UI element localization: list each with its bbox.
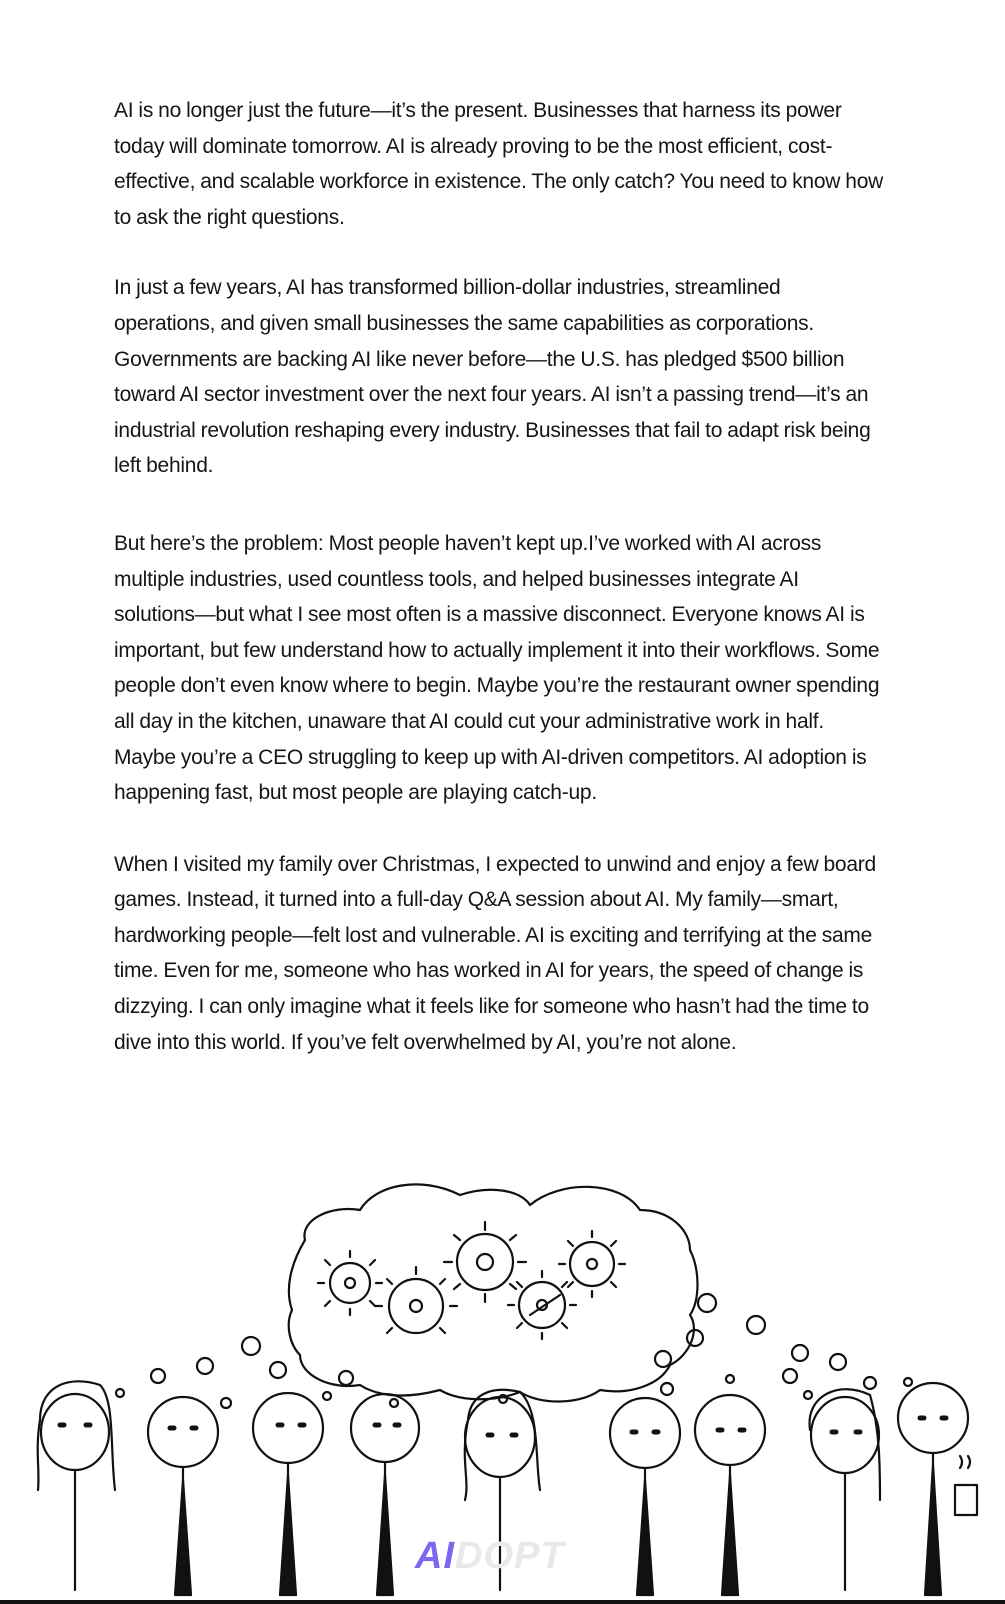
watermark	[415, 1537, 565, 1575]
gear-icon	[318, 1251, 382, 1315]
watermark-part-b: DOPT	[455, 1535, 565, 1577]
paragraph-family: When I visited my family over Christmas, I expected to unwind and enjoy a few board games. Instead, it turned into a full-day Q&A session about AI. My family—smart, hardworking people—felt lost and vulnerable. AI is exciting and terrifying at the same time. Even for me, someone who has worked in AI for years, the speed of change is dizzying. I can only imagine what it feels like for someone who hasn’t had the time to dive into this world. If you’ve felt overwhelmed by AI, you’re not alone.	[114, 852, 876, 1054]
gear-icon	[508, 1271, 576, 1339]
paragraph-intro: AI is no longer just the future—it’s the present. Businesses that harness its power today will dominate tomorrow. AI is already proving to be the most efficient, cost-effective, and scalable workforce in existence. The only catch? You need to know how to ask the right questions.	[114, 99, 884, 229]
paragraph-problem: But here’s the problem: Most people haven’t kept up.I’ve worked with AI across multiple industries, used countless tools, and helped businesses integrate AI solutions—but what I see most often is a massive disconnect. Everyone knows AI is important, but few understand how to actually implement it into their workflows. Some people don’t even know where to begin. Maybe you’re the restaurant owner spending all day in the kitchen, unaware that AI could cut your administrative work in half. Maybe you’re a CEO struggling to keep up with AI-driven competitors. AI adoption is happening fast, but most people are playing catch-up.	[114, 531, 880, 805]
gear-icon	[559, 1231, 625, 1297]
coffee-mug-icon	[955, 1456, 977, 1515]
paragraph-industry: In just a few years, AI has transformed billion-dollar industries, streamlined operations, and given small businesses the same capabilities as corporations. Governments are backing AI like never before—the U.S. has pledged $500 billion toward AI sector investment over the next four years. AI isn’t a passing trend—it’s an industrial revolution reshaping every industry. Businesses that fail to adapt risk being left behind.	[114, 276, 871, 478]
thought-cloud-icon	[289, 1184, 698, 1401]
gear-icon	[375, 1267, 457, 1333]
article-body	[114, 93, 884, 1060]
gear-icon	[444, 1222, 526, 1302]
watermark-part-a: AI	[415, 1535, 455, 1577]
